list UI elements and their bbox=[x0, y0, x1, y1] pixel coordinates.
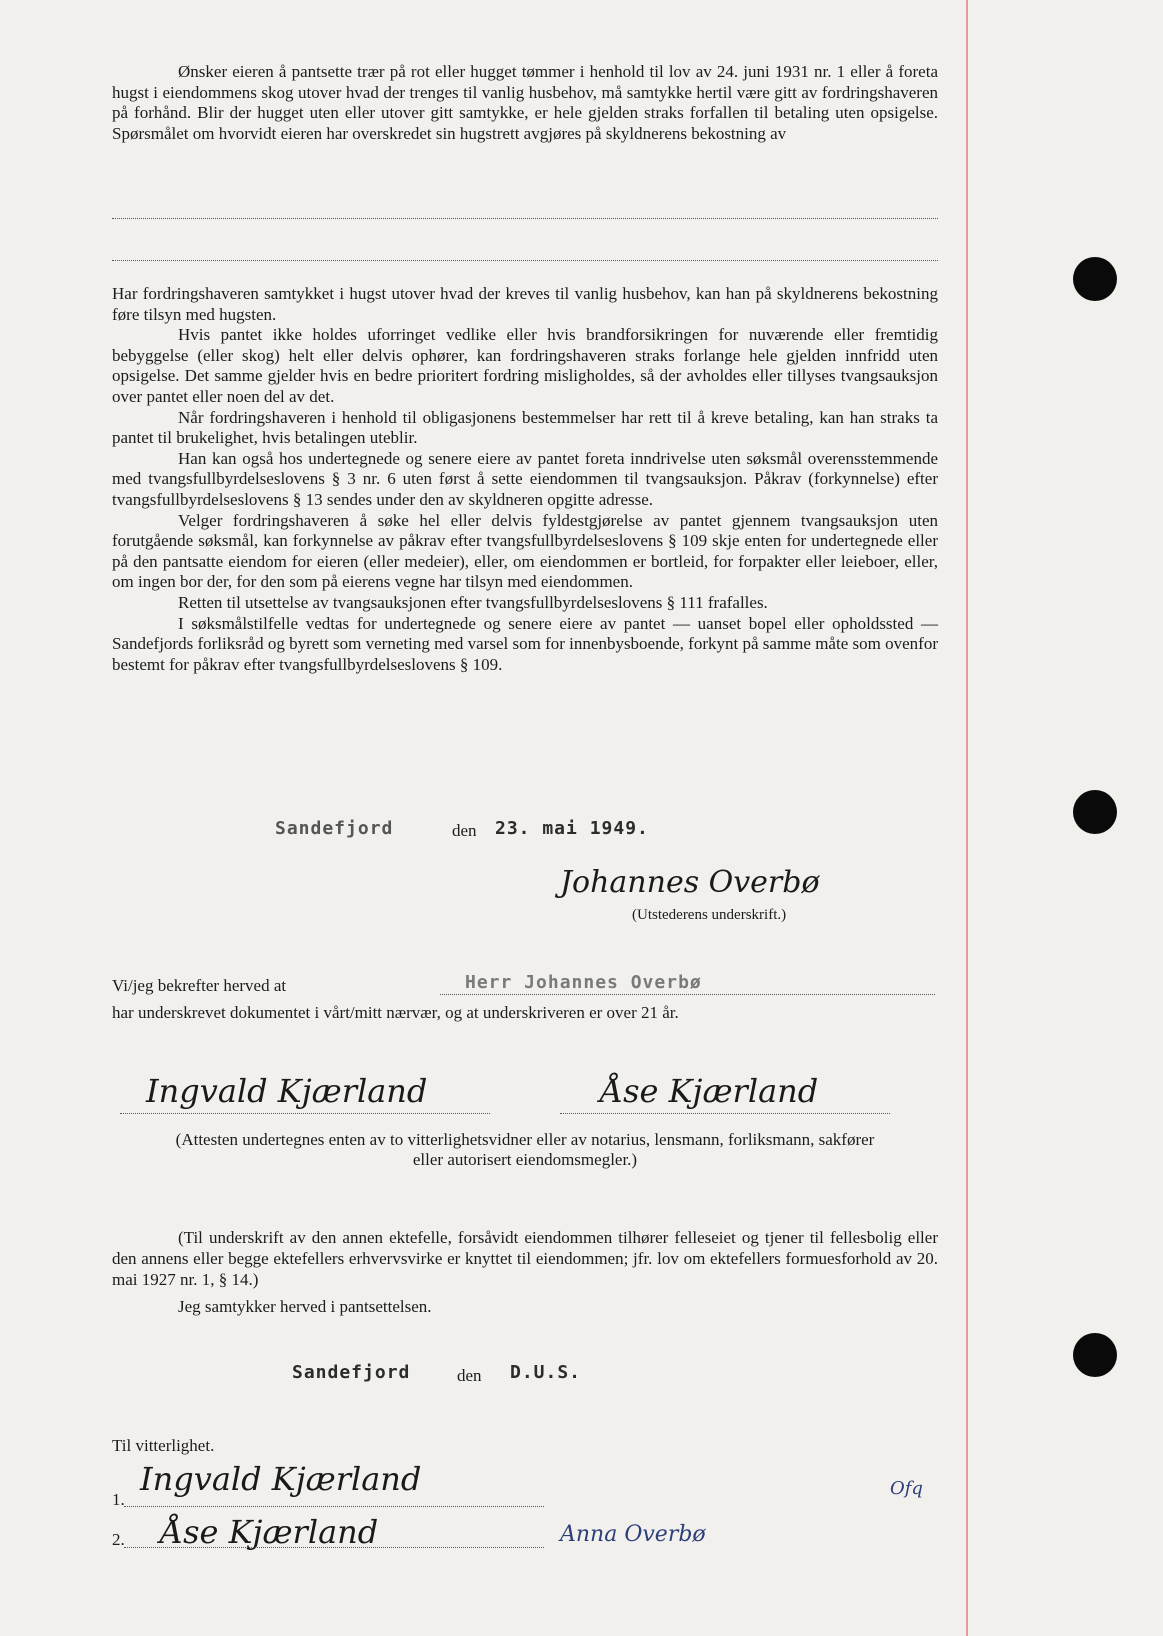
fill-in-line bbox=[124, 1506, 544, 1507]
attest-line2: har underskrevet dokumentet i vårt/mitt nærvær, og at underskriveren er over 21 år. bbox=[112, 1003, 679, 1022]
attest-prefix: Vi/jeg bekrefter herved at bbox=[112, 976, 287, 995]
den-label-2: den bbox=[457, 1366, 482, 1385]
paragraph-text: Har fordringshaveren samtykket i hugst utover hvad der kreves til vanlig husbehov, kan han på skyldnerens bekostning føre tilsyn med hugsten. bbox=[112, 284, 938, 324]
punch-hole bbox=[1073, 790, 1117, 834]
fill-in-line bbox=[560, 1113, 890, 1114]
paragraph-text: Ønsker eieren å pantsette trær på rot eller hugget tømmer i henhold til lov av 24. juni 1931 nr. 1 eller å foreta hugst i eiendommens skog utover hvad der trenges til vanlig husbehov, må samtykke hertil være gitt av fordringshaveren på forhånd. Blir der hugget uten eller utover gitt samtykke, er hele gjelden straks forfallen til betaling uten opsigelse. Spørsmålet om hvorvidt eieren har overskredet sin hugstrett avgjøres på skyldnerens bekostning av bbox=[112, 62, 938, 143]
signing-place: Sandefjord bbox=[275, 818, 394, 839]
witness-signature-1: Ingvald Kjærland bbox=[146, 1072, 428, 1110]
punch-hole bbox=[1073, 1333, 1117, 1377]
witness-heading: Til vitterlighet. bbox=[112, 1436, 215, 1455]
witness-number-2: 2. bbox=[112, 1530, 125, 1549]
den-label: den bbox=[452, 821, 477, 840]
issuer-signature: Johannes Overbø bbox=[560, 865, 820, 900]
fill-in-line bbox=[112, 218, 938, 219]
spouse-consent: Jeg samtykker herved i pantsettelsen. bbox=[178, 1297, 432, 1316]
spouse-date: D.U.S. bbox=[510, 1362, 582, 1383]
paragraph-text: Retten til utsettelse av tvangsauksjonen efter tvangsfullbyrdelseslovens § 111 frafalles. bbox=[178, 592, 768, 612]
spouse-signature: Anna Overbø bbox=[560, 1522, 706, 1547]
spouse-place: Sandefjord bbox=[292, 1362, 411, 1383]
margin-rule bbox=[966, 0, 968, 1636]
initials: Ofq bbox=[890, 1478, 923, 1499]
fill-in-line bbox=[440, 994, 935, 995]
witness-signature-2b: Åse Kjærland bbox=[160, 1513, 379, 1551]
witness-signature-1b: Ingvald Kjærland bbox=[140, 1460, 422, 1498]
fill-in-line bbox=[120, 1113, 490, 1114]
signing-date: 23. mai 1949. bbox=[495, 818, 649, 839]
terms-section bbox=[112, 284, 938, 675]
spouse-note: (Til underskrift av den annen ektefelle, forsåvidt eiendommen tilhører felleseiet og tjener til fellesbolig eller den annens eller begge ektefellers erhvervsvirke er knyttet til eiendommen; jfr. lov om ektefellers formuesforhold av 20. mai 1927 nr. 1, § 14.) bbox=[112, 1228, 938, 1289]
paragraph-text: Velger fordringshaveren å søke hel eller delvis fyldestgjørelse av pantet gjennem tvangsauksjon uten forutgående søksmål, kan forkynnelse av påkrav efter tvangsfullbyrdelseslovens § 109 skje enten for undertegnede eller på den pantsatte eiendom for eieren (eller medeier), eller, om eiendommen er bortleid, for forpakter eller leieboer, eller, om ingen bor der, for den som på eierens vegne har tilsyn med eiendommen. bbox=[112, 510, 938, 592]
paragraph-text: Han kan også hos undertegnede og senere eiere av pantet foreta inndrivelse uten søksmål overensstemmende med tvangsfullbyrdelseslovens § 3 nr. 6 uten først å sette eiendommen til tvangsauksjon. Påkrav (forkynnelse) efter tvangsfullbyrdelseslovens § 13 sendes under den av skyldneren opgitte adresse. bbox=[112, 448, 938, 509]
attest-note-2: eller autorisert eiendomsmegler.) bbox=[412, 1150, 638, 1169]
fill-in-line bbox=[112, 260, 938, 261]
attest-typed-name: Herr Johannes Overbø bbox=[465, 972, 702, 993]
punch-hole bbox=[1073, 257, 1117, 301]
attest-note-1: (Attesten undertegnes enten av to vitterlighetsvidner eller av notarius, lensmann, forliksmann, sakfører bbox=[175, 1130, 875, 1149]
witness-signature-2: Åse Kjærland bbox=[600, 1072, 819, 1110]
paragraph-hugst bbox=[112, 62, 938, 144]
paragraph-text: Hvis pantet ikke holdes uforringet vedlike eller hvis brandforsikringen for nuværende eller fremtidig bebyggelse (eller skog) helt eller delvis ophører, kan fordringshaveren straks forlange hele gjelden innfridd uten opsigelse. Det samme gjelder hvis en bedre prioritert fordring misligholdes, så der avholdes eller tillyses tvangsauksjon over pantet eller noen del av det. bbox=[112, 325, 938, 406]
paragraph-text: Når fordringshaveren i henhold til obligasjonens bestemmelser har rett til å kreve betaling, kan han straks ta pantet til brukelighet, hvis betalingen uteblir. bbox=[112, 407, 938, 448]
fill-in-line bbox=[124, 1547, 544, 1548]
paragraph-text: I søksmålstilfelle vedtas for undertegnede og senere eiere av pantet — uanset bopel eller opholdssted — Sandefjords forliksråd og byrett som verneting med varsel som for innenbysboende, forkynt på samme måte som ovenfor bestemt for påkrav efter tvangsfullbyrdelseslovens § 109. bbox=[112, 613, 938, 674]
issuer-caption: (Utstederens underskrift.) bbox=[632, 907, 787, 923]
witness-number-1: 1. bbox=[112, 1490, 125, 1509]
